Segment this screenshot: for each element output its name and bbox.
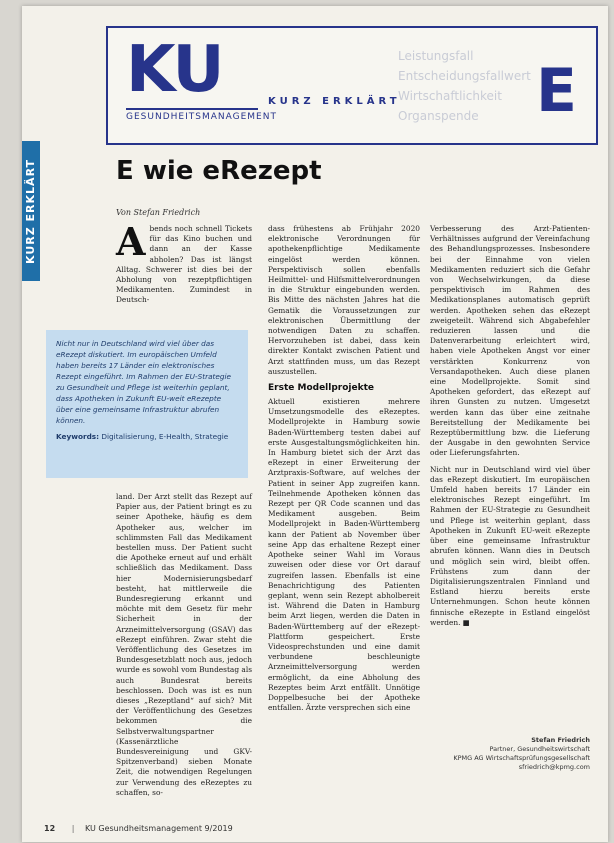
ku-logo: KU <box>126 33 223 107</box>
kurz-erklaert-label: KURZ ERKLÄRT <box>268 96 401 107</box>
column-1-bottom <box>116 492 252 804</box>
paragraph: dass frühestens ab Frühjahr 2020 elektronische Verordnungen für apothekenpflichtige Medikamente eingelöst werden können. Perspektivisch sollen ebenfalls Heilmittel- und Hilfsmittelverordnungen in die Struktur eingebunden werden. Bis Mitte des nächsten Jahres hat die Gematik die Voraussetzungen zur elektronischen Übermittlung der notwendigen Daten zu schaffen. Hervorzuheben ist dabei, dass kein direkter Kontakt zwischen Patient und Arzt stattfinden muss, um das Rezept auszustellen. <box>268 224 420 376</box>
footer-divider: | <box>71 824 75 833</box>
author-role: Partner, Gesundheitswirtschaft <box>489 745 590 753</box>
article-title: E wie eRezept <box>116 156 322 186</box>
paragraph: Nicht nur in Deutschland wird viel über das eRezept diskutiert. Im europäischen Umfeld haben bereits 17 Länder ein elektronisches Rezept eingeführt. Im Rahmen der EU-Strategie zu Gesundheit und Pflege ist weiterhin geplant, dass Apotheken in Zukunft EU-weit eRezepte über eine gemeinsame Infrastruktur abrufen können. Wann dies in Deutsch und möglich sein wird, bleibt offen. Frühstens zum dann der Digitalisierungszentralen Finnland und Estland hierzu bereits erste Unternehmungen. Schon heute können finnische eRezepte in Estland eingelöst werden. ■ <box>430 464 590 627</box>
side-label: KURZ ERKLÄRT <box>24 158 37 264</box>
bg-word: Organspende <box>398 109 479 123</box>
author-info <box>452 736 590 772</box>
drop-cap: A <box>116 219 146 264</box>
paragraph: land. Der Arzt stellt das Rezept auf Papier aus, der Patient bringt es zu seiner Apotheke, häufig es dem Apotheker aus, welcher im schlimmsten Fall das Medikament bestellen muss. Der Patient sucht die Apotheke erneut auf und erhält schließlich das Medikament. Dass hier Modernisierungsbedarf besteht, hat mittlerweile die Bundesregierung erkannt und möchte mit dem Gesetz für mehr Sicherheit in der Arzneimittelversorgung (GSAV) das eRezept einführen. Zwar steht die Veröffentlichung des Gesetzes im Bundesgesetzblatt noch aus, jedoch wurde es sowohl vom Bundestag als auch Bundesrat bereits beschlossen. Doch was ist es nun dieses „Rezeptland“ auf sich? Mit der Veröffentlichung des Gesetzes bekommen die Selbstverwaltungspartner (Kassenärztliche Bundesvereinigung und GKV-Spitzenverband) sieben Monate Zeit, die notwendigen Regelungen zur Verwendung des eRezeptes zu schaffen, so- <box>116 492 252 797</box>
footer-text: KU Gesundheitsmanagement 9/2019 <box>84 824 233 833</box>
author-email: sfriedrich@kpmg.com <box>518 763 590 771</box>
magazine-page <box>22 6 608 842</box>
header-background-words <box>398 46 558 136</box>
author-name: Stefan Friedrich <box>531 736 590 744</box>
paragraph: Verbesserung des Arzt-Patienten-Verhältnisses aufgrund der Vereinfachung des Behandlungsprozesses. Insbesondere bei der Einnahme von vielen Medikamenten reduziert sich die Gefahr von Wechselwirkungen, da diese perspektivisch im Rahmen des Medikationsplanes automatisch geprüft werden. Apotheken sehen das eRezept zweigeteilt. Während sich Abgabefehler reduzieren lassen und die Datenverarbeitung erleichtert wird, haben viele Apotheken Angst vor einer verstärkten Konkurrenz von Versandapotheken. Auch diese planen eine Modellprojekte. Somit sind Apotheken gefordert, das eRezept auf ihren Gunsten zu nutzen. Umgesetzt werden kann das über eine zeitnahe Bereitstellung der Medikamente bei Rezeptübermittlung bzw. die Lieferung der Ausgabe in den gewohnten Service oder Lieferungsfahrten. <box>430 224 590 458</box>
logo-divider <box>126 108 258 110</box>
paragraph: Aktuell existieren mehrere Umsetzungsmodelle des eRezeptes. Modellprojekte in Hamburg sowie Baden-Württemberg testen dabei auf erste Ausgestaltungsmöglichkeiten hin. In Hamburg bietet sich der Arzt das eRezept in einer Erweiterung der Arztpraxis-Software, auf welches der Patient in seiner App zugreifen kann. Teilnehmende Apotheken können das Rezept per QR Code scannen und das Medikament ausgeben. Beim Modellprojekt in Baden-Württemberg kann der Patient ab November über seine App das erhaltene Rezept einer Apotheke seiner Wahl im Voraus zuweisen oder diese vor Ort darauf zugreifen lassen. Ebenfalls ist eine Benachrichtigung des Patienten geplant, wenn sein Rezept abholbereit ist. Während die Daten in Hamburg beim Arzt liegen, werden die Daten in Baden-Württemberg auf der eRezept-Plattform gespeichert. Erste Videosprechstunden und eine damit verbundene beschleunigte Arzneimittelversorgung werden ermöglicht, da eine Abholung des Rezeptes beim Arzt entfällt. Unnötige Doppelbesuche bei der Apotheke entfallen. Ärzte versprechen sich eine <box>268 397 420 713</box>
bg-word: Leistungsfall <box>398 49 474 63</box>
big-letter: E <box>536 56 577 126</box>
author-company: KPMG AG Wirtschaftsprüfungsgesellschaft <box>453 754 590 762</box>
subheading: Erste Modellprojekte <box>268 383 374 394</box>
page-number: 12 <box>44 824 56 833</box>
column-3 <box>430 224 590 634</box>
column-2 <box>268 224 420 719</box>
bg-word: Entscheidungsfallwert <box>398 69 531 83</box>
keywords <box>56 432 238 441</box>
logo-subtitle: GESUNDHEITSMANAGEMENT <box>126 112 277 122</box>
intro-text: bends noch schnell Tickets für das Kino buchen und dann an der Kasse abholen? Das ist längst Alltag. Schwerer ist dies bei der Abholung von rezeptpflichtigen Medikamenten. Zumindest in Deutsch- <box>116 224 252 305</box>
abstract-box <box>46 330 248 478</box>
column-1-top <box>116 219 252 306</box>
page-footer <box>44 824 233 833</box>
bg-word: Wirtschaftlichkeit <box>398 89 502 103</box>
author-line: Von Stefan Friedrich <box>116 208 201 217</box>
keywords-label: Keywords: <box>56 432 100 441</box>
abstract-text: Nicht nur in Deutschland wird viel über das eRezept diskutiert. Im europäischen Umfeld haben bereits 17 Länder ein elektronisches Rezept eingeführt. Im Rahmen der EU-Strategie zu Gesundheit und Pflege ist weiterhin geplant, dass Apotheken in Zukunft EU-weit eRezepte über eine gemeinsame Infrastruktur abrufen können. <box>56 339 232 425</box>
keywords-value: Digitalisierung, E-Health, Strategie <box>101 432 229 441</box>
